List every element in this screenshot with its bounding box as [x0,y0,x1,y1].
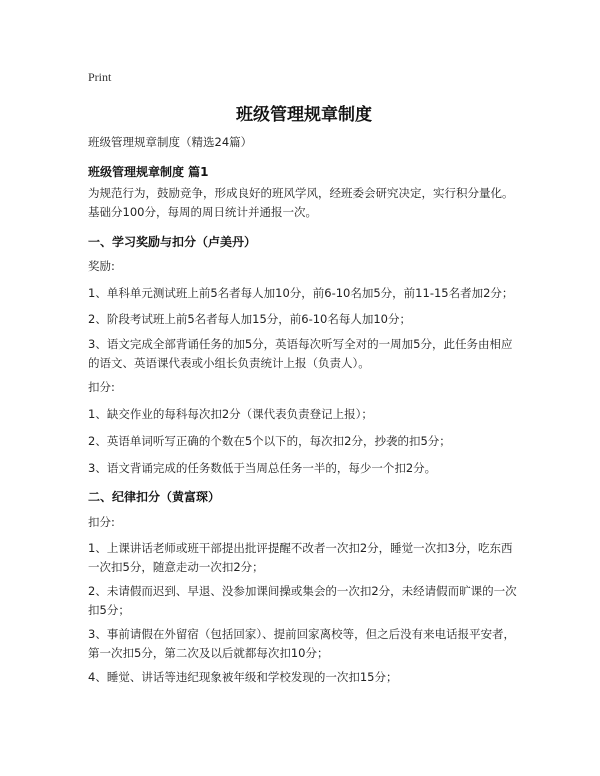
intro-paragraph: 为规范行为，鼓励竞争，形成良好的班风学风，经班委会研究决定，实行积分量化。基础分100分，每周的周日统计并通报一次。 [88,186,514,219]
print-link[interactable]: Print [88,70,112,84]
reward-item: 3、语文完成全部背诵任务的加5分，英语每次听写全对的一周加5分，此任务由相应的语文、英语课代表或小组长负责统计上报（负责人）。 [88,337,513,370]
deduct-item: 2、英语单词听写正确的个数在5个以下的，每次扣2分，抄袭的扣5分； [88,434,451,448]
deduct-item: 3、语文背诵完成的任务数低于当周总任务一半的，每少一个扣2分。 [88,461,437,475]
deduct-item: 1、缺交作业的每科每次扣2分（课代表负责登记上报）； [88,407,373,421]
deduct-item: 2、未请假而迟到、早退、没参加课间操或集会的一次扣2分，未经请假而旷课的一次扣5分； [88,584,517,617]
deduct-item: 3、事前请假在外留宿（包括回家）、提前回家离校等，但之后没有来电话报平安者，第一次扣5分，第二次及以后就都每次扣10分； [88,627,516,660]
deduct-label: 扣分: [88,380,115,394]
deduct-item: 4、睡觉、讲话等违纪现象被年级和学校发现的一次扣15分； [88,670,398,684]
reward-item: 2、阶段考试班上前5名者每人加15分，前6-10名每人加10分； [88,312,411,326]
section-heading-discipline: 二、纪律扣分（黄富琛） [88,490,221,504]
reward-label: 奖励: [88,259,115,273]
section-heading-study: 一、学习奖励与扣分（卢美丹） [88,235,257,249]
document-title: 班级管理规章制度 [236,105,372,125]
document-subtitle: 班级管理规章制度（精选24篇） [88,135,253,149]
deduct-label: 扣分: [88,515,115,529]
deduct-item: 1、上课讲话老师或班干部提出批评提醒不改者一次扣2分，睡觉一次扣3分，吃东西一次扣5分，随意走动一次扣2分； [88,541,513,574]
chapter-heading: 班级管理规章制度 篇1 [88,165,209,179]
reward-item: 1、单科单元测试班上前5名者每人加10分，前6-10名加5分，前11-15名者加2分； [88,286,514,300]
